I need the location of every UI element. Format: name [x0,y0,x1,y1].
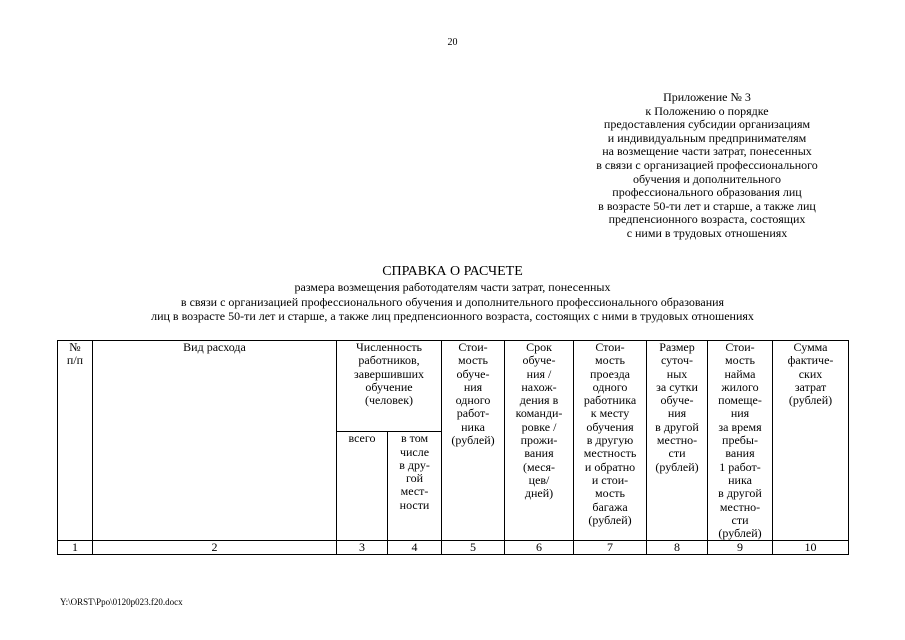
page-number: 20 [447,37,458,48]
column-number: 6 [505,541,574,555]
annex-block [552,91,862,241]
column-number: 2 [93,541,337,555]
column-number: 7 [574,541,647,555]
column-number: 3 [337,541,388,555]
document-subtitle [40,280,865,324]
header-travel-cost: Стои- мость проезда одного работника к месту обучения в другую местность и обратно и стои- мость багажа (рублей) [574,341,647,541]
title-block [40,264,865,324]
header-other-place: в том числе в дру- гой мест- ности [388,432,442,541]
annex-line: предоставления субсидии организациям [603,117,811,132]
annex-line: Приложение № 3 [663,90,751,104]
column-number: 9 [708,541,773,555]
column-number: 8 [647,541,708,555]
file-path-footer: Y:\ORST\Ppo\0120p023.f20.docx [60,597,183,607]
document-title: СПРАВКА О РАСЧЕТЕ [382,264,523,279]
annex-line: предпенсионного возраста, состоящих [608,212,806,227]
annex-line: обучения и дополнительного [632,171,782,186]
header-employees: Численность работников, завершивших обучение (человек) [337,341,442,432]
column-number: 10 [773,541,849,555]
annex-line: в связи с организацией профессионального [596,157,818,172]
column-number: 4 [388,541,442,555]
subtitle-line: лиц в возрасте 50-ти лет и старше, а также лиц предпенсионного возраста, состоящих с ними в трудовых отношениях [151,309,754,323]
annex-line: профессионального образования лиц [612,185,802,200]
header-actual-costs: Сумма фактиче- ских затрат (рублей) [773,341,849,541]
header-per-diem: Размер суточ- ных за сутки обуче- ния в другой местно- сти (рублей) [647,341,708,541]
annex-line: к Положению о порядке [645,103,769,118]
header-total: всего [337,432,388,541]
column-number-row [58,541,849,555]
calculation-table [57,340,849,555]
header-housing-cost: Стои- мость найма жилого помеще- ния за время пребы- вания 1 работ- ника в другой местно- сти (рублей) [708,341,773,541]
table-header-row [58,341,849,432]
header-expense-type: Вид расхода [93,341,337,541]
column-number: 5 [442,541,505,555]
annex-line: в возрасте 50-ти лет и старше, а также лиц [598,198,816,213]
column-number: 1 [58,541,93,555]
subtitle-line: размера возмещения работодателям части затрат, понесенных [294,280,611,294]
subtitle-line: в связи с организацией профессионального обучения и дополнительного профессионального образования [180,294,725,309]
annex-line: с ними в трудовых отношениях [626,225,788,240]
annex-line: на возмещение части затрат, понесенных [602,144,812,159]
header-duration: Срок обуче- ния / нахож- дения в команди- ровке / прожи- вания (меся- цев/ дней) [505,341,574,541]
annex-line: и индивидуальным предпринимателям [607,130,807,145]
header-cost: Стои- мость обуче- ния одного работ- ника (рублей) [442,341,505,541]
header-num: № п/п [58,341,93,541]
